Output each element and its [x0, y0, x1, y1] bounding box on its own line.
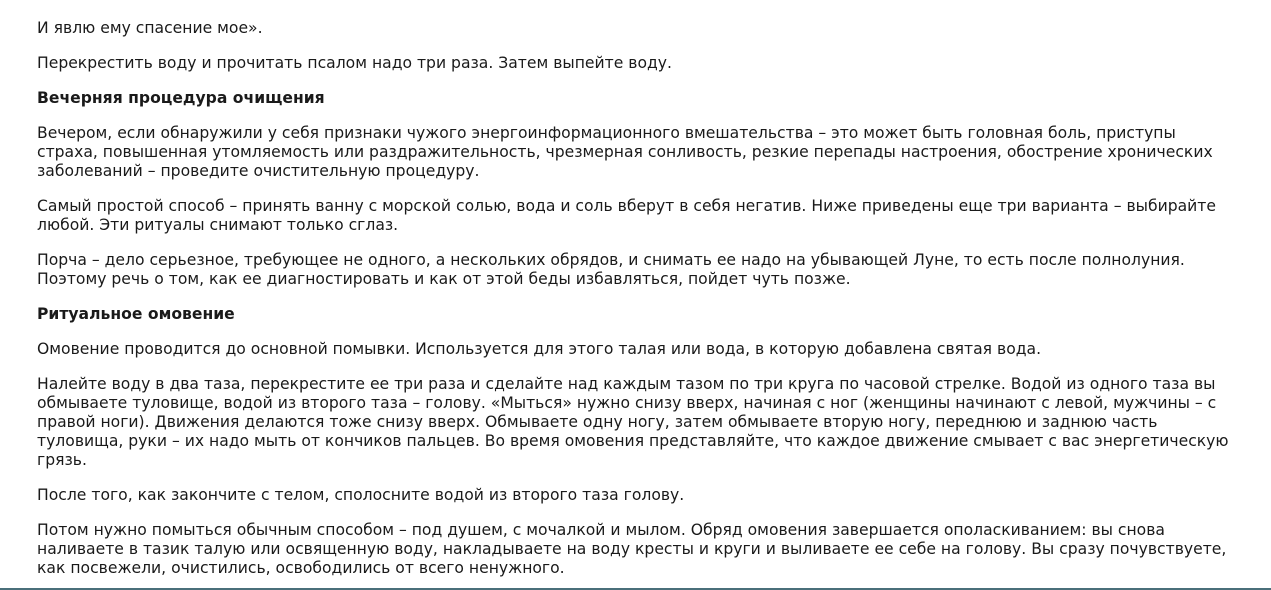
article-paragraph: После того, как закончите с телом, сполосните водой из второго таза голову. — [37, 486, 685, 504]
article-paragraph: Омовение проводится до основной помывки. Используется для этого талая или вода, в которую добавлена святая вода. — [37, 340, 1042, 358]
article-paragraph: И явлю ему спасение мое». — [37, 19, 263, 37]
article-paragraph: Перекрестить воду и прочитать псалом надо три раза. Затем выпейте воду. — [37, 54, 672, 72]
article-paragraph: Налейте воду в два таза, перекрестите ее три раза и сделайте над каждым тазом по три круга по часовой стрелке. Водой из одного таза вы обмываете туловище, водой из второго таза – голову. «Мыться» нужно снизу вверх, начиная с ног (женщины начинают с левой, мужчины – с правой ноги). Движения делаются тоже снизу вверх. Обмываете одну ногу, затем обмываете вторую ногу, переднюю и заднюю часть туловища, руки – их надо мыть от кончиков пальцев. Во время омовения представляйте, что каждое движение смывает с вас энергетическую грязь. — [37, 375, 1229, 469]
article-body — [37, 0, 1237, 590]
section-heading: Ритуальное омовение — [37, 305, 235, 323]
article-paragraph: Потом нужно помыться обычным способом – под душем, с мочалкой и мылом. Обряд омовения завершается ополаскиванием: вы снова наливаете в тазик талую или освященную воду, накладываете на воду кресты и круги и выливаете ее себе на голову. Вы сразу почувствуете, как посвежели, очистились, освободились от всего ненужного. — [37, 521, 1227, 577]
article-paragraph: Порча – дело серьезное, требующее не одного, а нескольких обрядов, и снимать ее надо на убывающей Луне, то есть после полнолуния. Поэтому речь о том, как ее диагностировать и как от этой беды избавляться, пойдет чуть позже. — [37, 251, 1185, 288]
article-paragraph: Самый простой способ – принять ванну с морской солью, вода и соль вберут в себя негатив. Ниже приведены еще три варианта – выбирайте любой. Эти ритуалы снимают только сглаз. — [37, 197, 1216, 234]
article-paragraph: Вечером, если обнаружили у себя признаки чужого энергоинформационного вмешательства – это может быть головная боль, приступы страха, повышенная утомляемость или раздражительность, чрезмерная сонливость, резкие перепады настроения, обострение хронических заболеваний – проведите очистительную процедуру. — [37, 124, 1213, 180]
section-heading: Вечерняя процедура очищения — [37, 89, 325, 107]
